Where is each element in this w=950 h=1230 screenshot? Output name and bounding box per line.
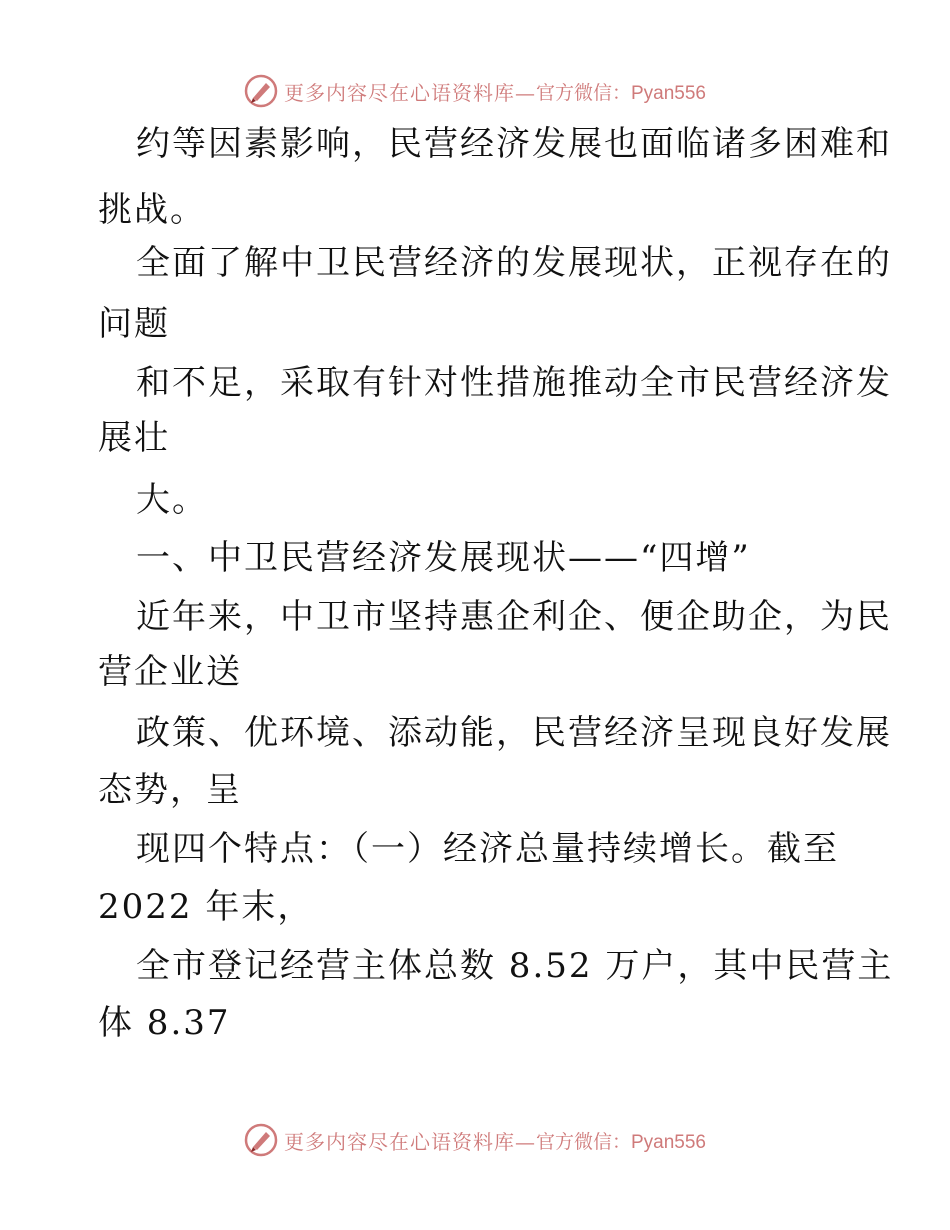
- text-line: 展壮: [98, 418, 170, 458]
- quill-pen-logo-icon: [244, 1123, 278, 1157]
- text-line: 全面了解中卫民营经济的发展现状，正视存在的: [136, 243, 892, 283]
- text-line: 挑战。: [98, 190, 206, 230]
- text-line: 政策、优环境、添动能，民营经济呈现良好发展: [136, 713, 892, 753]
- watermark-footer: [0, 1120, 950, 1160]
- text-line: 大。: [136, 480, 208, 520]
- text-line: 营企业送: [98, 652, 242, 692]
- watermark-text: 更多内容尽在心语资料库—: [283, 80, 536, 105]
- text-line: 近年来，中卫市坚持惠企利企、便企助企，为民: [136, 597, 892, 637]
- text-line: 现四个特点：（一）经济总量持续增长。截至: [136, 829, 839, 869]
- text-line: 态势，呈: [98, 770, 242, 810]
- text-line: 全市登记经营主体总数 8.52 万户，其中民营主: [136, 946, 894, 986]
- text-line: 2022 年末，: [98, 887, 314, 927]
- watermark-wechat: 官方微信：Pyan556: [535, 82, 706, 104]
- section-heading: 一、中卫民营经济发展现状——“四增”: [136, 538, 751, 578]
- text-line: 问题: [98, 304, 170, 344]
- quill-pen-logo-icon: [244, 74, 278, 108]
- text-line: 约等因素影响，民营经济发展也面临诸多困难和: [136, 124, 892, 164]
- text-line: 体 8.37: [98, 1003, 231, 1043]
- watermark-wechat: 官方微信：Pyan556: [535, 1131, 706, 1153]
- watermark-header: [0, 71, 950, 111]
- watermark-text: 更多内容尽在心语资料库—: [283, 1129, 536, 1154]
- text-line: 和不足，采取有针对性措施推动全市民营经济发: [136, 363, 892, 403]
